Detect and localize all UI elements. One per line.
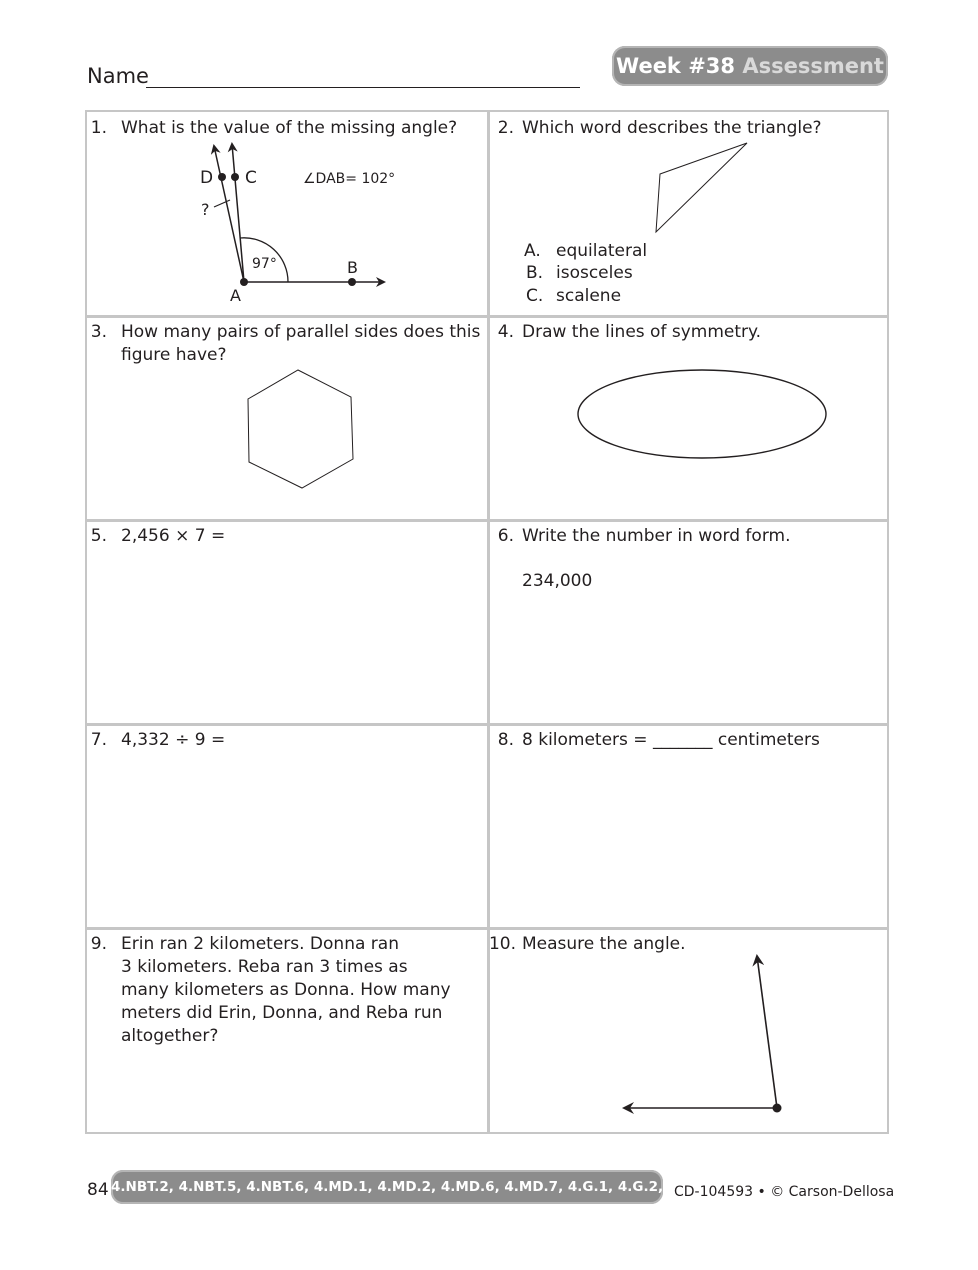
vertex-point (773, 1104, 782, 1113)
question-number: 8. (497, 730, 514, 750)
option-text: isosceles (556, 263, 633, 283)
question-text: 2,456 × 7 = (121, 526, 226, 546)
question-text: Measure the angle. (522, 934, 686, 954)
question-text: Write the number in word form. (522, 526, 791, 546)
question-text-line: meters did Erin, Donna, and Reba run (121, 1003, 443, 1023)
copyright: CD-104593 • © Carson-Dellosa (674, 1184, 895, 1200)
name-label: Name (87, 64, 149, 88)
question-number: 9. (90, 934, 107, 954)
question-text: Draw the lines of symmetry. (522, 322, 762, 342)
ray-up (757, 956, 777, 1108)
angle-total-label: ∠DAB= 102° (303, 171, 396, 187)
question-number: 7. (90, 730, 107, 750)
label-d: D (200, 168, 214, 188)
option-letter: C. (526, 286, 544, 306)
label-b: B (347, 258, 358, 277)
assessment-label: Assessment (742, 54, 884, 78)
question-number: 4. (497, 322, 514, 342)
number-to-write: 234,000 (522, 571, 593, 591)
angle-given-label: 97° (252, 256, 277, 272)
question-number: 5. (90, 526, 107, 546)
question-number: 2. (497, 118, 514, 138)
question-number: 6. (497, 526, 514, 546)
question-text: What is the value of the missing angle? (121, 118, 458, 138)
question-number: 1. (90, 118, 107, 138)
label-a: A (230, 286, 241, 305)
question-text-line: altogether? (121, 1026, 219, 1046)
option-text: equilateral (556, 241, 648, 261)
label-unknown: ? (201, 200, 210, 219)
question-text-line: many kilometers as Donna. How many (121, 980, 451, 1000)
option-letter: A. (524, 241, 541, 261)
question-text-line: 3 kilometers. Reba ran 3 times as (121, 957, 408, 977)
standards-bar: 4.NBT.2, 4.NBT.5, 4.NBT.6, 4.MD.1, 4.MD.2, 4.MD.6, 4.MD.7, 4.G.1, 4.G.2, 4.G.3 (111, 1170, 663, 1204)
week-label: Week #38 (616, 54, 736, 78)
question-number: 10. (488, 934, 516, 954)
question-text-line1: How many pairs of parallel sides does this (121, 322, 481, 342)
question-text: Which word describes the triangle? (522, 118, 822, 138)
option-letter: B. (526, 263, 544, 283)
question-text-line: Erin ran 2 kilometers. Donna ran (121, 934, 399, 954)
option-text: scalene (556, 286, 622, 306)
question-number: 3. (90, 322, 107, 342)
question-text: 8 kilometers = _______ centimeters (522, 730, 820, 750)
question-text: 4,332 ÷ 9 = (121, 730, 226, 750)
label-c: C (245, 168, 257, 188)
question-text-line2: figure have? (121, 345, 227, 365)
page-number: 84 (87, 1180, 109, 1200)
